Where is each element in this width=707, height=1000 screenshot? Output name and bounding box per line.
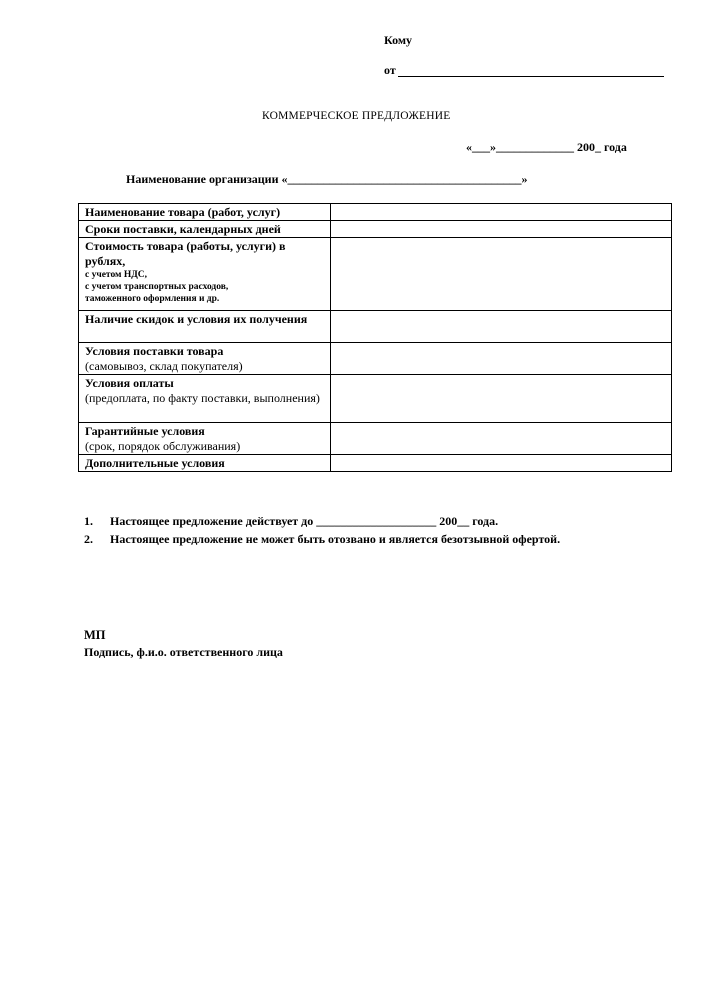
table-row <box>79 204 672 221</box>
table-row <box>79 238 672 311</box>
row-label: Условия оплаты <box>85 376 174 390</box>
row-note: с учетом транспортных расходов, <box>85 282 229 292</box>
row-label: Наличие скидок и условия их получения <box>85 312 308 326</box>
table-row <box>79 221 672 238</box>
from-label: от <box>384 63 396 77</box>
clauses-list <box>84 512 560 548</box>
from-fill-line <box>398 76 664 77</box>
row-value-cell[interactable] <box>331 311 672 343</box>
clause-item <box>84 530 560 548</box>
row-label-cell <box>79 343 331 375</box>
clause-text: Настоящее предложение не может быть отозвано и является безотзывной офертой. <box>110 532 561 546</box>
row-label: Наименование товара (работ, услуг) <box>85 205 281 219</box>
offer-table <box>78 203 672 472</box>
row-label-cell <box>79 423 331 455</box>
row-label-cell <box>79 238 331 311</box>
row-value-cell[interactable] <box>331 375 672 423</box>
row-value-cell[interactable] <box>331 343 672 375</box>
row-label: Гарантийные условия <box>85 424 205 438</box>
table-row <box>79 311 672 343</box>
table-row <box>79 343 672 375</box>
table-row <box>79 375 672 423</box>
stamp-label: МП <box>84 628 106 642</box>
row-note: (срок, порядок обслуживания) <box>85 439 241 453</box>
row-label: Стоимость товара (работы, услуги) в рублях, <box>85 239 286 268</box>
document-title: КОММЕРЧЕСКОЕ ПРЕДЛОЖЕНИЕ <box>262 110 451 122</box>
row-note: таможенного оформления и др. <box>85 294 220 304</box>
clause-item <box>84 512 560 530</box>
clause-number: 1. <box>84 514 93 528</box>
row-label: Дополнительные условия <box>85 456 225 470</box>
row-label-cell <box>79 311 331 343</box>
row-label-cell <box>79 204 331 221</box>
date-line: «___»_____________ 200_ года <box>466 140 627 154</box>
row-label-cell <box>79 375 331 423</box>
row-label: Условия поставки товара <box>85 344 224 358</box>
row-value-cell[interactable] <box>331 455 672 472</box>
row-label: Сроки поставки, календарных дней <box>85 222 281 236</box>
row-value-cell[interactable] <box>331 221 672 238</box>
row-label-cell <box>79 455 331 472</box>
row-label-cell <box>79 221 331 238</box>
table-row <box>79 455 672 472</box>
to-label: Кому <box>384 33 413 47</box>
table-row <box>79 423 672 455</box>
signature-label: Подпись, ф.и.о. ответственного лица <box>84 645 283 659</box>
row-value-cell[interactable] <box>331 204 672 221</box>
organization-line: Наименование организации «_______________________________________» <box>126 172 528 186</box>
row-note: (самовывоз, склад покупателя) <box>85 359 243 373</box>
clause-number: 2. <box>84 532 93 546</box>
row-value-cell[interactable] <box>331 238 672 311</box>
row-value-cell[interactable] <box>331 423 672 455</box>
row-note: (предоплата, по факту поставки, выполнения) <box>85 391 320 405</box>
clause-text: Настоящее предложение действует до ____________________ 200__ года. <box>110 514 499 528</box>
row-note: с учетом НДС, <box>85 270 148 280</box>
